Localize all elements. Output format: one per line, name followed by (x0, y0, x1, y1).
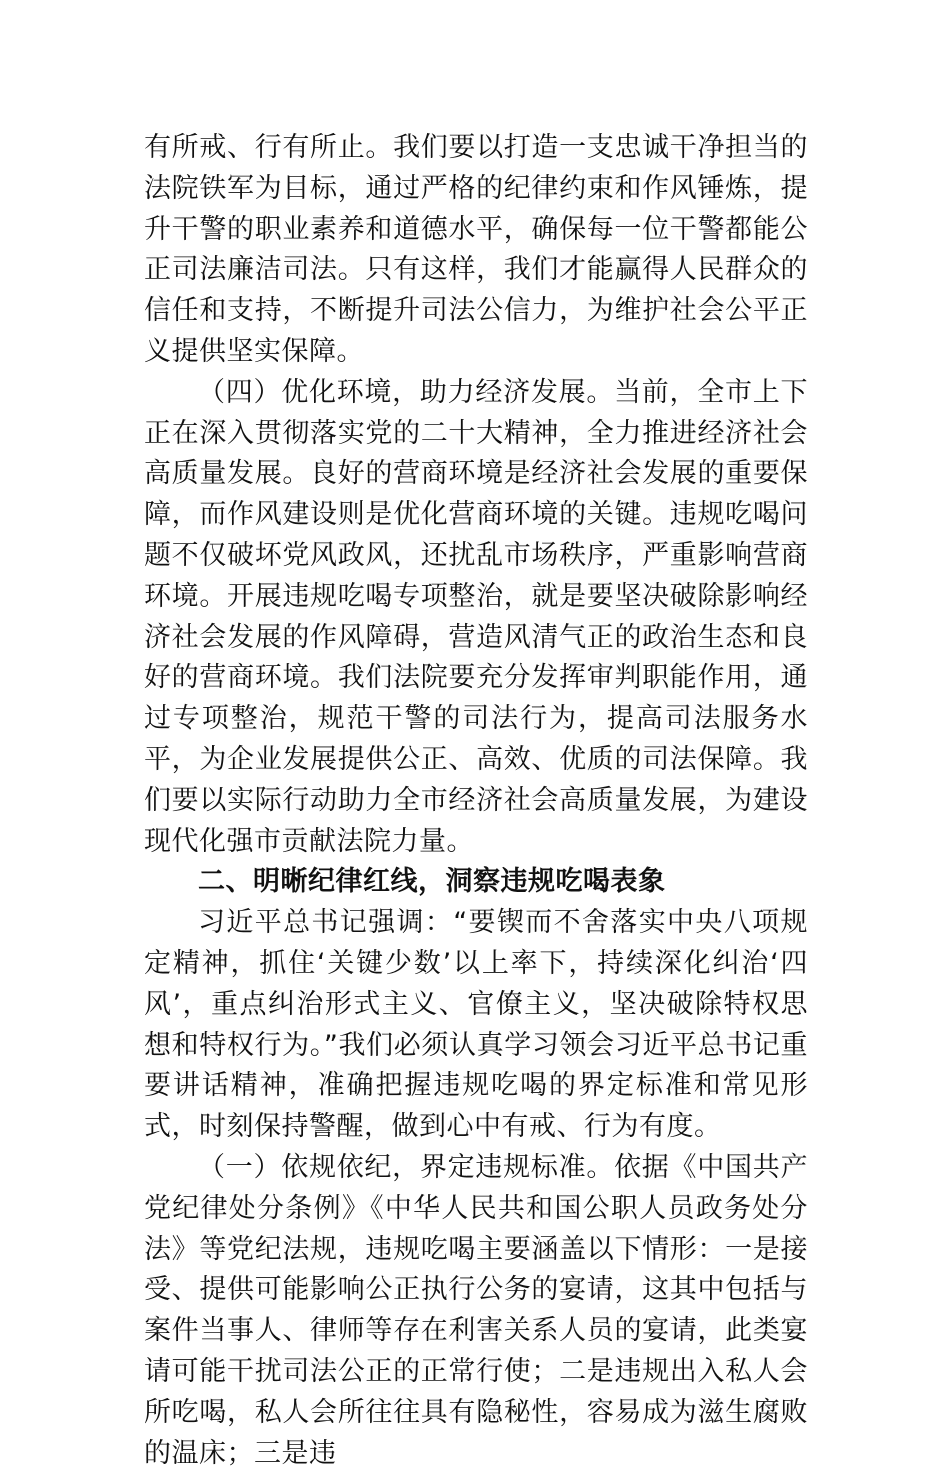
section-heading: 二、明晰纪律红线，洞察违规吃喝表象 (198, 866, 666, 898)
document-body (144, 128, 808, 1474)
paragraph-quote: 习近平总书记强调：“要锲而不舍落实中央八项规定精神，抓住‘关键少数’以上率下，持续深化纠治‘四风’，重点纠治形式主义、官僚主义，坚决破除特权思想和特权行为。”我们必须认真学习领会习近平总书记重要讲话精神，准确把握违规吃喝的界定标准和常见形式，时刻保持警醒，做到心中有戒、行为有度。 (144, 907, 808, 1143)
paragraph-continued: 有所戒、行有所止。我们要以打造一支忠诚干净担当的法院铁军为目标，通过严格的纪律约束和作风锤炼，提升干警的职业素养和道德水平，确保每一位干警都能公正司法廉洁司法。只有这样，我们才能赢得人民群众的信任和支持，不断提升司法公信力，为维护社会公平正义提供坚实保障。 (144, 132, 808, 367)
paragraph-define-standards: （一）依规依纪，界定违规标准。依据《中国共产党纪律处分条例》《中华人民共和国公职人员政务处分法》等党纪法规，违规吃喝主要涵盖以下情形：一是接受、提供可能影响公正执行公务的宴请，这其中包括与案件当事人、律师等存在利害关系人员的宴请，此类宴请可能干扰司法公正的正常行使；二是违规出入私人会所吃喝，私人会所往往具有隐秘性，容易成为滋生腐败的温床；三是违 (144, 1151, 808, 1469)
paragraph-optimize-environment: （四）优化环境，助力经济发展。当前，全市上下正在深入贯彻落实党的二十大精神，全力推进经济社会高质量发展。良好的营商环境是经济社会发展的重要保障，而作风建设则是优化营商环境的关键。违规吃喝问题不仅破坏党风政风，还扰乱市场秩序，严重影响营商环境。开展违规吃喝专项整治，就是要坚决破除影响经济社会发展的作风障碍，营造风清气正的政治生态和良好的营商环境。我们法院要充分发挥审判职能作用，通过专项整治，规范干警的司法行为，提高司法服务水平，为企业发展提供公正、高效、优质的司法保障。我们要以实际行动助力全市经济社会高质量发展，为建设现代化强市贡献法院力量。 (144, 376, 808, 857)
